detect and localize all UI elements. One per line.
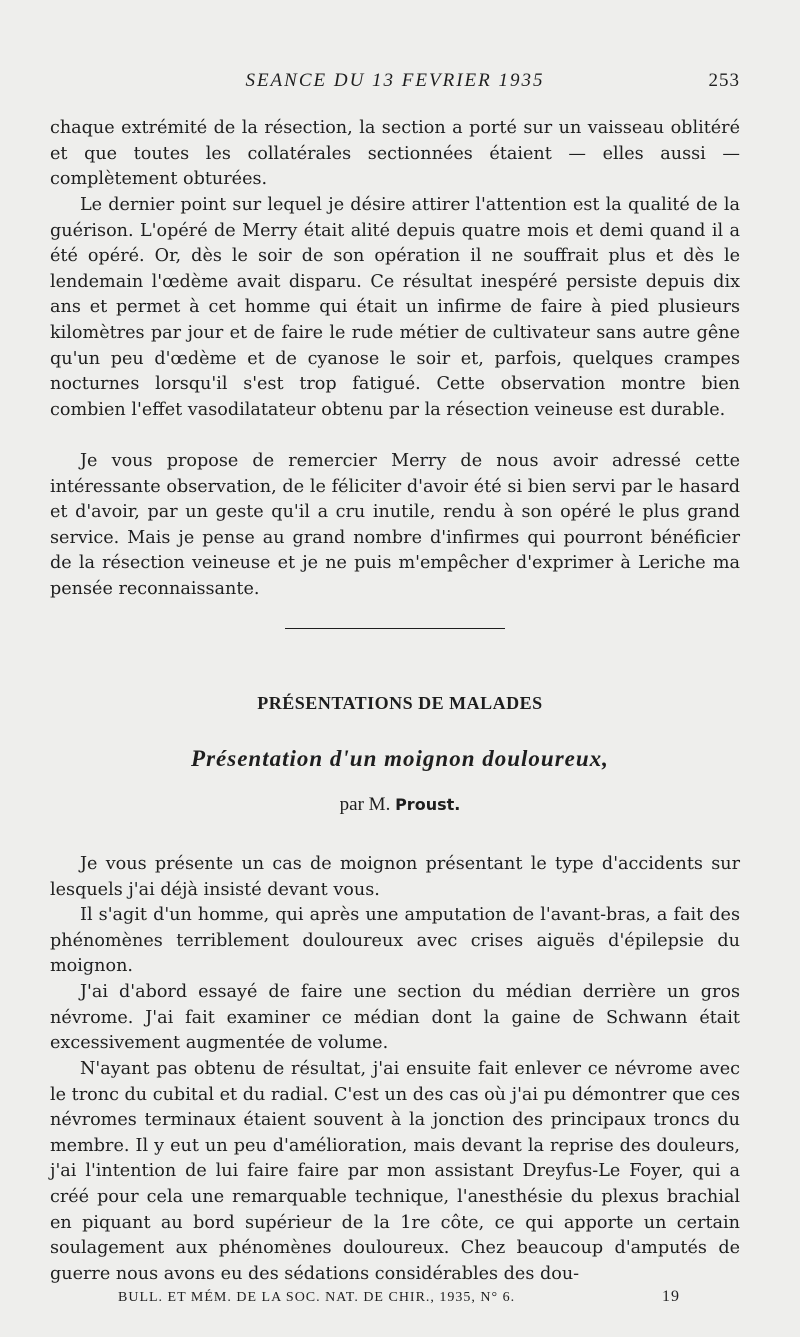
article-paragraph: N'ayant pas obtenu de résultat, j'ai ensuite fait enlever ce névrome avec le tronc du cubital et du radial. C'est un des cas où j'ai pu démontrer que ces névromes terminaux étaient souvent à la jonction des principaux troncs du membre. Il y eut un peu d'amélioration, mais devant la reprise des douleurs, j'ai l'intention de lui faire faire par mon assistant Dreyfus-Le Foyer, qui a créé pour cela une remarquable technique, l'anesthésie du plexus brachial en piquant au bord supérieur de la 1re côte, ce qui apporte un certain soulagement aux phénomènes douloureux. Chez beaucoup d'amputés de guerre nous avons eu des sédations considérables des dou-: [50, 1059, 740, 1284]
running-header: [50, 70, 740, 94]
thanks-paragraph: Je vous propose de remercier Merry de nous avoir adressé cette intéressante observation, de le féliciter d'avoir été si bien servi par le hasard et d'avoir, par un geste qu'il a cru inutile, rendu à son opéré le plus grand service. Mais je pense au grand nombre d'infirmes qui pourront bénéficier de la résection veineuse et je ne puis m'empêcher d'exprimer à Leriche ma pensée reconnaissante.: [50, 451, 740, 599]
running-title: SEANCE DU 13 FEVRIER 1935: [245, 70, 545, 91]
byline-prefix: par M.: [339, 794, 391, 815]
article-paragraph: Je vous présente un cas de moignon présentant le type d'accidents sur lesquels j'ai déjà insisté devant vous.: [50, 854, 740, 900]
article-paragraph: J'ai d'abord essayé de faire une section du médian derrière un gros névrome. J'ai fait examiner ce médian dont la gaine de Schwann était excessivement augmentée de volume.: [50, 982, 740, 1054]
footer-journal: BULL. ET MÉM. DE LA SOC. NAT. DE CHIR., 1935, N° 6.: [118, 1290, 516, 1305]
article-title: Présentation d'un moignon douloureux,: [191, 746, 609, 771]
section-heading: PRÉSENTATIONS DE MALADES: [257, 693, 543, 713]
page-number: 253: [708, 70, 740, 91]
healing-paragraph: Le dernier point sur lequel je désire attirer l'attention est la qualité de la guérison. L'opéré de Merry était alité depuis quatre mois et demi quand il a été opéré. Or, dès le soir de son opération il ne souffrait plus et dès le lendemain l'œdème avait disparu. Ce résultat inespéré persiste depuis dix ans et permet à cet homme qui était un infirme de faire à pied plusieurs kilomètres par jour et de faire le rude métier de cultivateur sans autre gêne qu'un peu d'œdème et de cyanose le soir et, parfois, quelques crampes nocturnes lorsqu'il s'est trop fatigué. Cette observation montre bien combien l'effet vasodilatateur obtenu par la résection veineuse est durable.: [50, 195, 740, 420]
section-divider: [285, 628, 505, 629]
author-name: Proust.: [395, 795, 461, 814]
article-paragraph: Il s'agit d'un homme, qui après une amputation de l'avant-bras, a fait des phénomènes terriblement douloureux avec crises aiguës d'épilepsie du moignon.: [50, 905, 740, 977]
continuation-paragraph: chaque extrémité de la résection, la section a porté sur un vaisseau oblitéré et que toutes les collatérales sectionnées étaient — elles aussi — complètement obturées.: [50, 118, 740, 190]
footer-sheet-number: 19: [662, 1288, 680, 1305]
byline: [0, 794, 800, 816]
page-footer: [118, 1290, 680, 1312]
